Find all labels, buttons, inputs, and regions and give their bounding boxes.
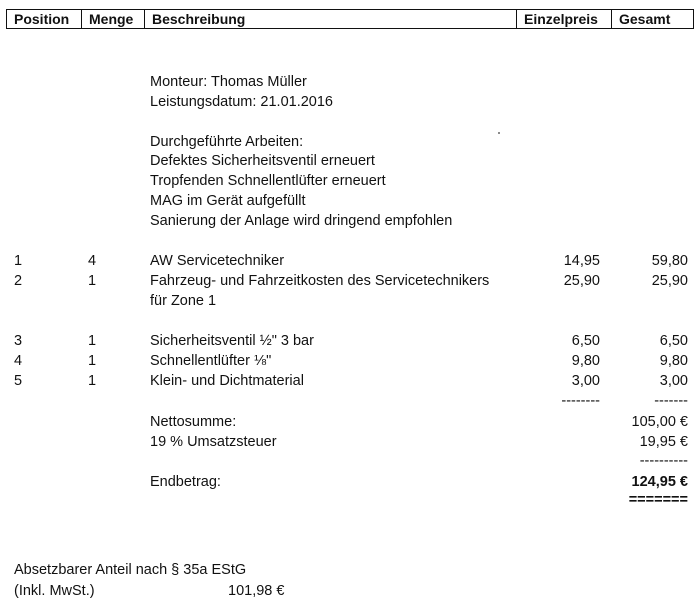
total-separator: ---------- [639, 453, 688, 469]
scan-speck [498, 132, 500, 134]
row-description: Sicherheitsventil ½" 3 bar [150, 333, 314, 349]
row-einzelpreis: 9,80 [571, 353, 600, 369]
row-einzelpreis: 14,95 [563, 253, 600, 269]
row-menge: 1 [88, 373, 97, 389]
netto-label: Nettosumme: [150, 414, 237, 430]
row-description: Fahrzeug- und Fahrzeitkosten des Servicetechnikers [150, 273, 490, 289]
row-gesamt: 9,80 [659, 353, 688, 369]
row-position: 3 [14, 333, 23, 349]
row-description: Schnellentlüfter ⅛" [150, 353, 272, 369]
einzel-separator: -------- [561, 393, 600, 409]
ust-label: 19 % Umsatzsteuer [150, 434, 277, 450]
row-position: 4 [14, 353, 23, 369]
row-position: 5 [14, 373, 23, 389]
row-einzelpreis: 3,00 [571, 373, 600, 389]
header-einzelpreis: Einzelpreis [517, 10, 612, 28]
row-description: AW Servicetechniker [150, 253, 285, 269]
gesamt-separator: ------- [654, 393, 688, 409]
row-menge: 1 [88, 353, 97, 369]
ust-value: 19,95 € [639, 434, 688, 450]
row-description-line2: für Zone 1 [150, 293, 217, 309]
arbeit-item: MAG im Gerät aufgefüllt [150, 193, 306, 209]
footer-mwst-label: (Inkl. MwSt.) [14, 583, 95, 599]
footer-35a: Absetzbarer Anteil nach § 35a EStG [14, 562, 247, 578]
row-einzelpreis: 6,50 [571, 333, 600, 349]
endbetrag-underline: ======= [628, 492, 688, 508]
row-gesamt: 6,50 [659, 333, 688, 349]
endbetrag-label: Endbetrag: [150, 474, 221, 490]
netto-value: 105,00 € [631, 414, 688, 430]
header-position: Position [7, 10, 82, 28]
row-description: Klein- und Dichtmaterial [150, 373, 304, 389]
footer-mwst-value: 101,98 € [228, 583, 285, 599]
monteur: Monteur: Thomas Müller [150, 74, 307, 90]
arbeit-item: Tropfenden Schnellentlüfter erneuert [150, 173, 386, 189]
row-menge: 1 [88, 273, 97, 289]
header-gesamt: Gesamt [619, 11, 671, 27]
header-menge: Menge [82, 10, 145, 28]
arbeiten-title: Durchgeführte Arbeiten: [150, 134, 304, 150]
row-position: 1 [14, 253, 23, 269]
endbetrag-value: 124,95 € [631, 474, 688, 490]
row-gesamt: 59,80 [651, 253, 688, 269]
row-gesamt: 3,00 [659, 373, 688, 389]
row-menge: 4 [88, 253, 97, 269]
leistungsdatum: Leistungsdatum: 21.01.2016 [150, 94, 333, 110]
table-header [6, 9, 694, 29]
row-gesamt: 25,90 [651, 273, 688, 289]
row-menge: 1 [88, 333, 97, 349]
row-position: 2 [14, 273, 23, 289]
arbeit-item: Sanierung der Anlage wird dringend empfohlen [150, 213, 453, 229]
row-einzelpreis: 25,90 [563, 273, 600, 289]
header-beschreibung: Beschreibung [145, 10, 517, 28]
arbeit-item: Defektes Sicherheitsventil erneuert [150, 153, 375, 169]
